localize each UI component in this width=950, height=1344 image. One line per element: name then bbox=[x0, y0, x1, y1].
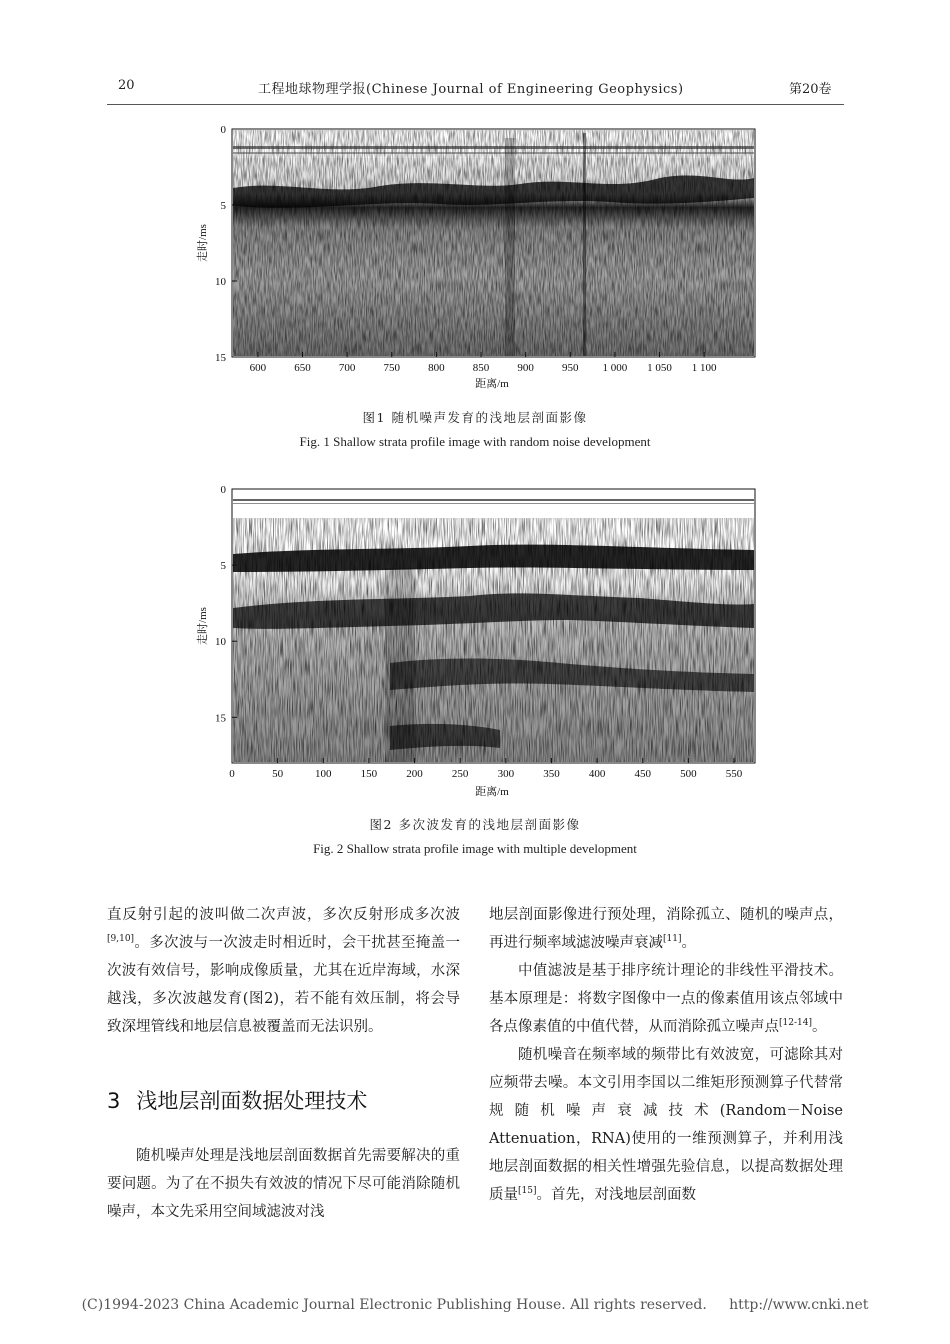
page-number: 20 bbox=[118, 78, 135, 93]
left-column-top bbox=[107, 901, 460, 1041]
x-tick-label: 1 000 bbox=[602, 362, 628, 374]
section-number: 3 bbox=[107, 1089, 121, 1113]
figure-2-surface-band-2 bbox=[233, 503, 754, 504]
x-tick-label: 750 bbox=[383, 362, 401, 374]
x-tick-label: 250 bbox=[451, 768, 469, 780]
x-tick-label: 350 bbox=[543, 768, 560, 780]
x-tick-label: 0 bbox=[229, 768, 235, 780]
x-tick-label: 150 bbox=[360, 768, 378, 780]
footer-url: http://www.cnki.net bbox=[729, 1297, 869, 1313]
figure-1-caption-en: Fig. 1 Shallow strata profile image with random noise development bbox=[299, 434, 651, 449]
y-tick-label: 15 bbox=[215, 712, 226, 725]
section-heading bbox=[107, 1085, 367, 1115]
right-paragraph-3: 随机噪音在频率域的频带比有效波宽，可滤除其对应频带去噪。本文引用李国以二维矩形预测算子代替常规随机噪声衰减技术(Random－Noise Attenuation，RNA)使用的一维预测算子，并利用浅地层剖面数据的相关性增强先验信息，以提高数据处理质量[15]。首先，对浅地层剖面数 bbox=[489, 1047, 843, 1203]
y-tick-label: 0 bbox=[220, 484, 226, 496]
figure-2-x-label: 距离/m bbox=[475, 786, 509, 798]
x-tick-label: 50 bbox=[272, 768, 284, 780]
x-tick-label: 950 bbox=[562, 362, 579, 374]
x-tick-label: 600 bbox=[249, 362, 267, 374]
y-tick-label: 0 bbox=[220, 124, 226, 136]
x-tick-label: 200 bbox=[406, 768, 423, 780]
y-tick-label: 10 bbox=[215, 636, 226, 649]
y-tick-label: 10 bbox=[215, 276, 226, 288]
left-paragraph-1: 直反射引起的波叫做二次声波，多次反射形成多次波[9,10]。多次波与一次波走时相近时，会干扰甚至掩盖一次波有效信号，影响成像质量，尤其在近岸海域，水深越浅，多次波越发育(图2)，若不能有效压制，将会导致深埋管线和地层信息被覆盖而无法识别。 bbox=[107, 907, 460, 1035]
figure-2-surface-band bbox=[233, 499, 754, 501]
footer bbox=[0, 1297, 950, 1313]
x-tick-label: 700 bbox=[338, 362, 356, 374]
figure-1-noise-column-2 bbox=[583, 133, 586, 356]
figure-1-plot bbox=[190, 118, 770, 398]
x-tick-label: 400 bbox=[588, 768, 606, 780]
x-tick-label: 900 bbox=[517, 362, 534, 374]
figure-2-dark-zone bbox=[385, 568, 415, 762]
x-tick-label: 550 bbox=[725, 768, 743, 780]
x-tick-label: 500 bbox=[680, 768, 697, 780]
section-title: 浅地层剖面数据处理技术 bbox=[136, 1089, 368, 1113]
volume-label: 第20卷 bbox=[789, 82, 832, 97]
figure-1 bbox=[190, 118, 770, 398]
x-tick-label: 100 bbox=[315, 768, 332, 780]
figure-1-x-label: 距离/m bbox=[475, 378, 509, 390]
figure-1-noise bbox=[233, 130, 754, 356]
figure-2-caption-cn: 图2 多次波发育的浅地层剖面影像 bbox=[369, 817, 581, 832]
footer-copyright: (C)1994-2023 China Academic Journal Electronic Publishing House. All rights reserved. bbox=[81, 1297, 707, 1313]
y-tick-label: 5 bbox=[220, 560, 226, 573]
x-tick-label: 1 100 bbox=[691, 362, 717, 374]
left-paragraph-2: 随机噪声处理是浅地层剖面数据首先需要解决的重要问题。为了在不损失有效波的情况下尽可能消除随机噪声，本文先采用空间域滤波对浅 bbox=[107, 1148, 460, 1220]
figure-2-caption-en: Fig. 2 Shallow strata profile image with multiple development bbox=[313, 841, 637, 856]
figure-1-caption-cn: 图1 随机噪声发育的浅地层剖面影像 bbox=[362, 410, 588, 425]
x-tick-label: 650 bbox=[294, 362, 311, 374]
figure-2-plot bbox=[190, 478, 770, 804]
figure-1-noise-column bbox=[505, 138, 515, 356]
figure-1-surface-band bbox=[233, 146, 754, 149]
right-column bbox=[489, 901, 843, 1209]
figure-1-surface-band-2 bbox=[233, 152, 754, 154]
x-tick-label: 450 bbox=[634, 768, 651, 780]
x-tick-label: 850 bbox=[472, 362, 490, 374]
figure-2-y-label: 走时/ms bbox=[197, 607, 209, 645]
y-tick-label: 5 bbox=[220, 200, 226, 212]
right-paragraph-2: 中值滤波是基于排序统计理论的非线性平滑技术。基本原理是：将数字图像中一点的像素值用该点邻域中各点像素值的中值代替，从而消除孤立噪声点[12-14]。 bbox=[489, 963, 843, 1035]
header-rule bbox=[107, 104, 844, 105]
x-tick-label: 300 bbox=[497, 768, 515, 780]
figure-2 bbox=[190, 478, 770, 804]
left-column-bottom bbox=[107, 1142, 460, 1226]
y-tick-label: 15 bbox=[215, 352, 226, 364]
x-tick-label: 800 bbox=[428, 362, 445, 374]
journal-title: 工程地球物理学报(Chinese Journal of Engineering Geophysics) bbox=[258, 82, 684, 97]
right-paragraph-1: 地层剖面影像进行预处理，消除孤立、随机的噪声点，再进行频率域滤波噪声衰减[11]。 bbox=[489, 907, 843, 951]
x-tick-label: 1 050 bbox=[647, 362, 672, 374]
figure-1-y-label: 走时/ms bbox=[197, 224, 209, 262]
